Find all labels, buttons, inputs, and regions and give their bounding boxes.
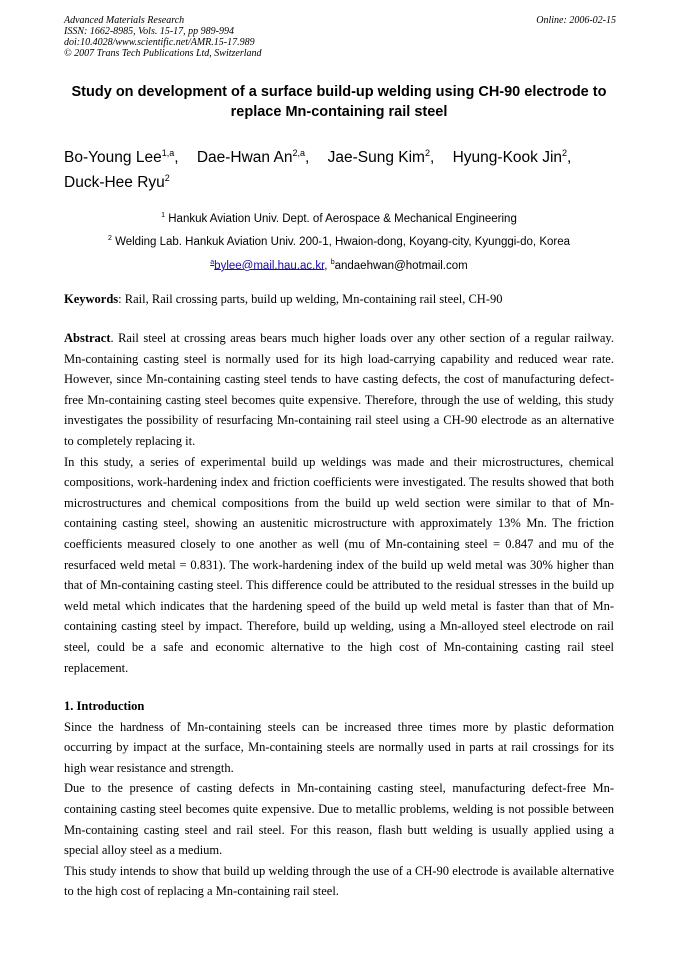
author-list [64, 143, 624, 193]
abstract-label: Abstract [64, 331, 111, 345]
issn-line: ISSN: 1662-8985, Vols. 15-17, pp 989-994 [64, 26, 234, 37]
copyright-line: © 2007 Trans Tech Publications Ltd, Switzerland [64, 48, 262, 59]
author-sup: 2 [424, 148, 430, 158]
author: Bo-Young Lee$^{1,a}$, [64, 148, 179, 167]
email-link-a[interactable]: bylee@mail.hau.ac.kr [214, 259, 325, 272]
author: Jae-Sung Kim$^2$, [327, 148, 435, 167]
keywords-text: : Rail, Rail crossing parts, build up welding, Mn-containing rail steel, CH-90 [118, 292, 503, 306]
intro-paragraph: Due to the presence of casting defects in Mn-containing casting steel, manufacturing defect-free Mn-containing casting steel becomes quite expensive. Due to metallic problems, welding is not possible between Mn-containing casting steel and rail steel. For this reason, flash butt welding is usually applied using a special alloy steel as a medium. [64, 781, 614, 858]
introduction-section [64, 696, 614, 902]
abstract-paragraph-2: In this study, a series of experimental build up weldings was made and their microstructures, chemical compositions, work-hardening index and friction coefficients were investigated. The results showed that both microstructures and chemical compositions from the build up weld section were similar to that of Mn-containing casting steel, showing an austenitic microstructure with approximately 13% Mn. The friction coefficients measured closely to one another as well (mu of Mn-containing steel = 0.847 and mu of the resurfaced weld metal = 0.831). The work-hardening index of the build up weld metal was 30% higher than that of Mn-containing casting steel. This difference could be attributed to the residual stresses in the build up weld metal which indicates that the hardening speed of the build up weld metal is faster than that of Mn-containing casting steel by impact. Therefore, build up welding, using a Mn-alloyed steel electrode on rail steel, could be a safe and economic alternative to the high cost of Mn-containing casting rail steel replacement. [64, 454, 614, 675]
doi-line: doi:10.4028/www.scientific.net/AMR.15-17.989 [64, 37, 255, 48]
author-name: Duck-Hee Ryu [64, 174, 165, 192]
intro-paragraph: Since the hardness of Mn-containing steels can be increased three times more by plastic deformation occurring by impact at the surface, Mn-containing steels are normally used in parts at rail crossings for its high wear resistance and strength. [64, 719, 614, 775]
affiliation-1: $^1$ Hankuk Aviation Univ. Dept. of Aerospace & Mechanical Engineering [161, 212, 517, 225]
author-sup: 2,a [292, 148, 305, 158]
author: Hyung-Kook Jin$^2$, [452, 148, 572, 167]
paper-title: Study on development of a surface build-up welding using CH-90 electrode to replace Mn-containing rail steel [71, 84, 607, 120]
journal-name: Advanced Materials Research [64, 15, 185, 26]
affiliations [64, 206, 614, 276]
author-sup: 2 [562, 148, 568, 158]
author: Dae-Hwan An$^{2,a}$, [196, 148, 310, 167]
author [64, 174, 170, 191]
email-b: andaehwan@hotmail.com [334, 259, 468, 272]
author-name: Dae-Hwan An [196, 149, 293, 167]
keywords-label: Keywords [64, 292, 119, 306]
author-sup: 2 [164, 173, 170, 184]
abstract-paragraph-1: Abstract. Rail steel at crossing areas bears much higher loads over any other section of a regular railway. Mn-containing casting steel is normally used for its high load-carrying capability and reduced wear rate. However, since Mn-containing casting steel tends to have casting defects, the cost of manufacturing defect-free Mn-containing casting steel becomes quite expensive. Therefore, through the use of welding, this study investigates the possibility of resurfacing Mn-containing rail steel using a CH-90 electrode as an alternative to completely replacing it. [64, 331, 614, 448]
section-heading: 1. Introduction [64, 699, 145, 713]
online-date: Online: 2006-02-15 [536, 15, 616, 26]
author-name: Hyung-Kook Jin [452, 149, 563, 167]
affiliation-2: $^2$ Welding Lab. Hankuk Aviation Univ. 200-1, Hwaion-dong, Koyang-city, Kyunggi-do, Korea [107, 235, 571, 249]
author-name: Jae-Sung Kim [327, 149, 425, 167]
intro-paragraph: This study intends to show that build up welding through the use of a CH-90 electrode is available alternative to the high cost of replacing a Mn-containing rail steel. [64, 863, 614, 899]
abstract [64, 328, 614, 678]
page-header [64, 15, 616, 59]
email-line: $^a$bylee@mail.hau.ac.kr, $^b$andaehwan@hotmail.com [210, 258, 468, 272]
author-sup: 1,a [161, 148, 175, 158]
keywords [64, 289, 614, 310]
author-name: Bo-Young Lee [64, 149, 162, 167]
